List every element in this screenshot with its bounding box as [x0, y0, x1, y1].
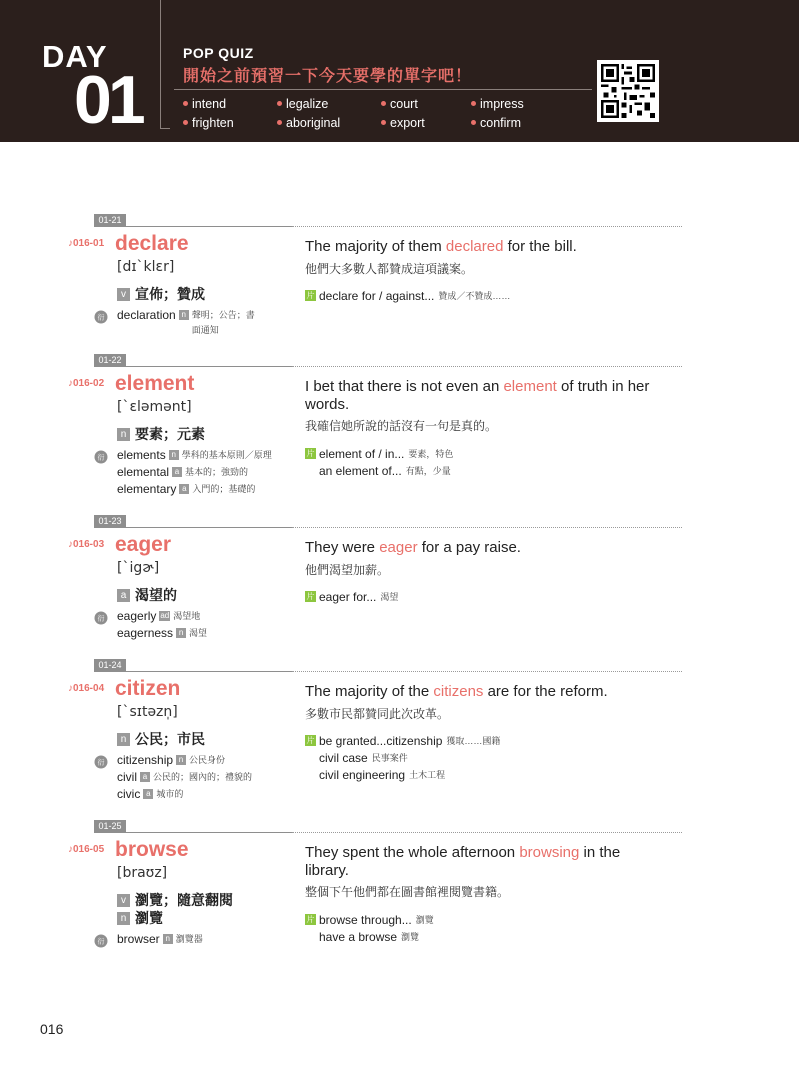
definition: 瀏覽 — [135, 910, 163, 926]
example-sentence: They spent the whole afternoon browsing in the library. — [305, 844, 621, 879]
derivative-icon — [94, 450, 108, 464]
pos-badge: n — [117, 912, 130, 925]
sentence-translation: 他們渴望加薪。 — [305, 563, 390, 577]
headword: citizen — [115, 677, 181, 700]
derivative-definition: 聲明；公告；書面通知 — [191, 310, 255, 335]
svg-text:衍: 衍 — [97, 937, 105, 946]
derivative-item: civil a 公民的；國內的；禮貌的 — [117, 770, 253, 784]
phrase-icon: 片 — [306, 736, 315, 745]
header-divider — [160, 0, 161, 128]
phrase-list — [305, 287, 665, 304]
vocab-entry-citizen — [0, 659, 799, 817]
entry-divider-dotted — [292, 366, 682, 367]
quiz-word: export — [381, 114, 471, 131]
derivative-item: elemental a 基本的；強勁的 — [117, 465, 249, 479]
entry-divider — [126, 832, 292, 833]
phonetic: [braʊz] — [117, 865, 168, 881]
sentence-translation: 我確信她所說的話沒有一句是真的。 — [305, 419, 498, 433]
bullet-icon — [277, 101, 282, 106]
quiz-word-list — [183, 95, 583, 131]
entry-tag: 01-24 — [94, 659, 126, 672]
derivative-list — [117, 308, 295, 340]
phrase-item: 片 be granted...citizenship 獲取……國籍 — [306, 733, 501, 748]
vocab-entry-eager — [0, 515, 799, 655]
phrase-list — [305, 588, 665, 605]
definition-row — [117, 890, 233, 910]
phrase-item: an element of... 有點，少量 — [319, 463, 451, 478]
definition: 公民；市民 — [135, 731, 205, 747]
bullet-icon — [277, 120, 282, 125]
quiz-word: court — [381, 95, 471, 112]
example-sentence: The majority of them declared for the bill. — [305, 238, 577, 255]
pos-badge: ad — [160, 611, 170, 620]
phrase-item: civil case 民事案件 — [319, 750, 408, 765]
pos-badge: n — [117, 428, 130, 441]
derivative-list — [117, 753, 295, 804]
page-number: 016 — [40, 1021, 64, 1037]
definition-row — [117, 908, 163, 928]
header-divider-tick — [160, 128, 170, 129]
svg-text:衍: 衍 — [97, 313, 105, 322]
definition: 宣佈；贊成 — [135, 286, 205, 302]
quiz-rule — [174, 89, 592, 90]
pos-badge: n — [176, 755, 186, 765]
pos-badge: n — [176, 628, 186, 638]
derivative-item — [117, 308, 295, 338]
phrase-list — [305, 911, 665, 945]
phonetic: [ˋsɪtəzn̩] — [117, 704, 178, 720]
entry-divider-dotted — [292, 527, 682, 528]
derivative-item: eagerly ad 渴望地 — [117, 609, 201, 623]
entry-tag: 01-25 — [94, 820, 126, 833]
vocab-entry-declare — [0, 214, 799, 349]
derivative-item: elements n 學科的基本原則／原理 — [117, 448, 272, 462]
entry-divider-dotted — [292, 226, 682, 227]
entry-divider-dotted — [292, 832, 682, 833]
pos-badge: v — [117, 894, 130, 907]
definition-row — [117, 284, 205, 304]
entry-divider-dotted — [292, 671, 682, 672]
headword: browse — [115, 838, 189, 861]
quiz-word: frighten — [183, 114, 277, 131]
svg-text:衍: 衍 — [97, 614, 105, 623]
qr-code-icon[interactable] — [597, 60, 659, 122]
derivative-icon — [94, 934, 108, 948]
quiz-word: intend — [183, 95, 277, 112]
bullet-icon — [471, 101, 476, 106]
day-label: DAY — [42, 39, 108, 74]
derivative-item: elementary a 入門的；基礎的 — [117, 482, 256, 496]
bullet-icon — [381, 101, 386, 106]
quiz-subtitle: 開始之前預習一下今天要學的單字吧！ — [183, 68, 473, 85]
entry-tag: 01-22 — [94, 354, 126, 367]
definition: 要素；元素 — [135, 426, 205, 442]
derivative-word: declaration — [117, 308, 176, 322]
phrase-item: 片 declare for / against... 贊成／不贊成…… — [306, 288, 511, 303]
pos-badge: a — [117, 589, 130, 602]
example-sentence: They were eager for a pay raise. — [305, 539, 521, 556]
pos-badge: a — [172, 467, 182, 477]
entry-tag: 01-21 — [94, 214, 126, 227]
pos-badge: a — [179, 484, 189, 494]
day-header — [0, 0, 799, 142]
definition-row — [117, 585, 177, 605]
phonetic: [dɪˋklɛr] — [117, 259, 175, 275]
entry-divider — [126, 366, 292, 367]
audio-track-label[interactable]: ♪016-02 — [68, 378, 105, 389]
sentence-translation: 整個下午他們都在圖書館裡閱覽書籍。 — [305, 885, 510, 899]
pos-badge: v — [117, 288, 130, 301]
derivative-icon — [94, 310, 108, 324]
headword: eager — [115, 533, 172, 556]
example-sentence: The majority of the citizens are for the reform. — [305, 683, 608, 700]
entry-divider — [126, 527, 292, 528]
derivative-list — [117, 932, 295, 949]
audio-track-label[interactable]: ♪016-05 — [68, 844, 105, 855]
quiz-word: impress — [471, 95, 561, 112]
quiz-title: POP QUIZ — [183, 45, 254, 61]
definition: 瀏覽；隨意翻閱 — [135, 892, 233, 908]
phrase-item: 片 element of / in... 要素，特色 — [306, 446, 454, 461]
pos-badge: a — [140, 772, 150, 782]
audio-track-label[interactable]: ♪016-03 — [68, 539, 105, 550]
derivative-item: civic a 城市的 — [117, 787, 184, 801]
example-sentence: I bet that there is not even an element of truth in her words. — [305, 378, 650, 413]
pos-badge: n — [179, 310, 189, 320]
phrase-icon: 片 — [306, 592, 315, 601]
bullet-icon — [381, 120, 386, 125]
phrase-icon: 片 — [306, 449, 315, 458]
phrase-item: civil engineering 土木工程 — [319, 767, 446, 782]
headword: declare — [115, 232, 189, 255]
sentence-translation: 多數市民都贊同此次改革。 — [305, 707, 450, 721]
derivative-icon — [94, 611, 108, 625]
quiz-word: aboriginal — [277, 114, 381, 131]
derivative-item: browser n 瀏覽器 — [117, 932, 203, 946]
entry-tag: 01-23 — [94, 515, 126, 528]
bullet-icon — [471, 120, 476, 125]
phrase-item: 片 browse through... 瀏覽 — [306, 912, 434, 927]
day-number: 01 — [74, 62, 142, 138]
derivative-list — [117, 609, 295, 643]
audio-track-label[interactable]: ♪016-04 — [68, 683, 105, 694]
derivative-list — [117, 448, 295, 499]
pos-badge: n — [163, 934, 173, 944]
quiz-word: confirm — [471, 114, 561, 131]
bullet-icon — [183, 120, 188, 125]
definition-row — [117, 424, 205, 444]
phrase-item: have a browse 瀏覽 — [319, 929, 420, 944]
svg-text:衍: 衍 — [97, 758, 105, 767]
definition: 渴望的 — [135, 587, 177, 603]
bullet-icon — [183, 101, 188, 106]
phonetic: [ˋigɚ] — [117, 560, 160, 576]
headword: element — [115, 372, 195, 395]
vocab-entry-element — [0, 354, 799, 512]
phrase-item: 片 eager for... 渴望 — [306, 589, 399, 604]
svg-text:衍: 衍 — [97, 453, 105, 462]
entry-divider — [126, 671, 292, 672]
phrase-icon: 片 — [306, 915, 315, 924]
vocab-entry-browse — [0, 820, 799, 960]
pos-badge: n — [117, 733, 130, 746]
pos-badge: n — [169, 450, 179, 460]
phrase-icon: 片 — [306, 291, 315, 300]
derivative-item: citizenship n 公民身份 — [117, 753, 226, 767]
phrase-list — [305, 445, 665, 479]
phrase-list — [305, 732, 665, 783]
audio-track-label[interactable]: ♪016-01 — [68, 238, 105, 249]
pos-badge: a — [143, 789, 153, 799]
quiz-word: legalize — [277, 95, 381, 112]
derivative-icon — [94, 755, 108, 769]
phonetic: [ˋɛləmənt] — [117, 399, 192, 415]
entry-divider — [126, 226, 292, 227]
sentence-translation: 他們大多數人都贊成這項議案。 — [305, 262, 474, 276]
definition-row — [117, 729, 205, 749]
derivative-item: eagerness n 渴望 — [117, 626, 208, 640]
